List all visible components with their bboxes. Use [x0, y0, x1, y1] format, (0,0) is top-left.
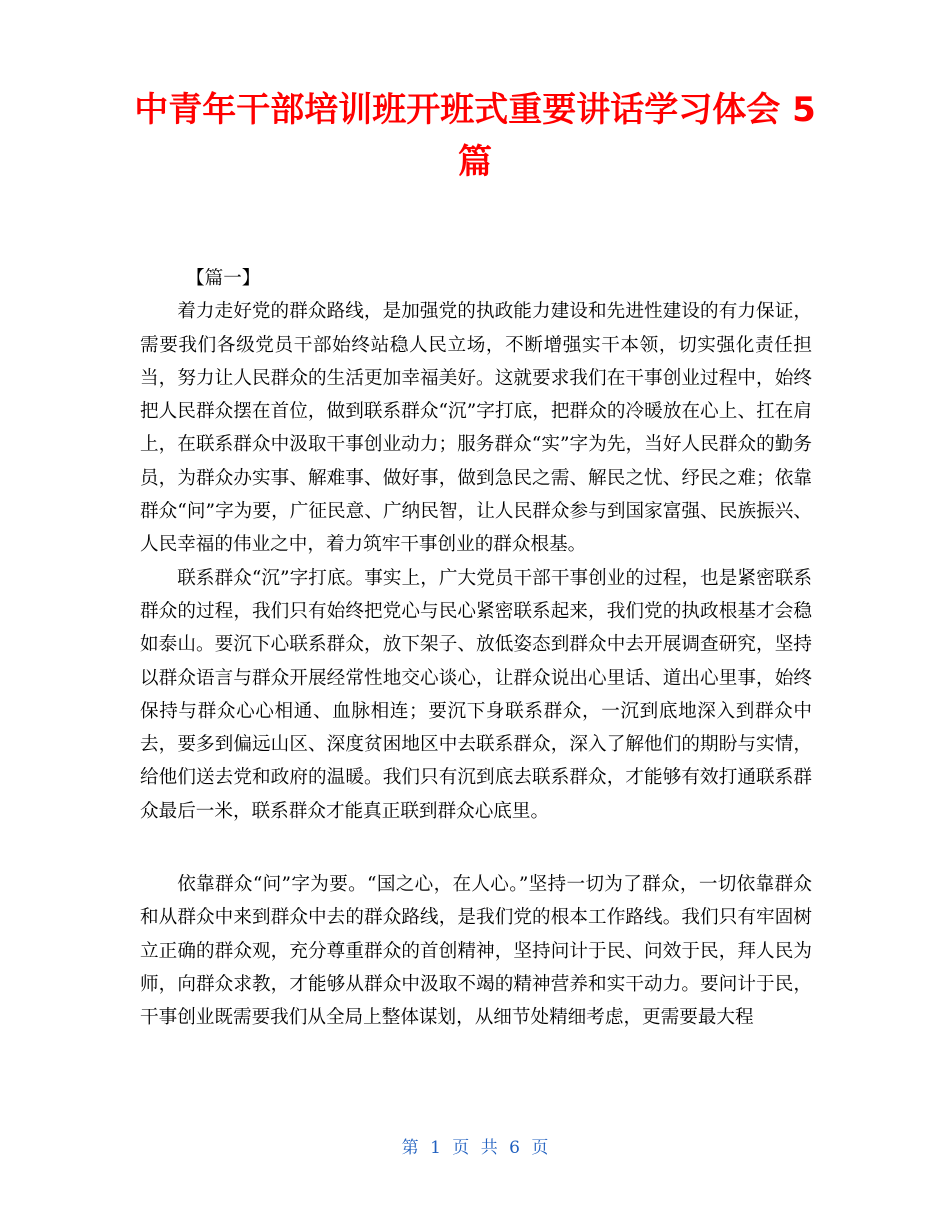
paragraph-2: 联系群众“沉”字打底。事实上，广大党员干部干事创业的过程，也是紧密联系群众的过程，我们只有始终把党心与民心紧密联系起来，我们党的执政根基才会稳如泰山。要沉下心联系群众，放下架子、放低姿态到群众中去开展调查研究，坚持以群众语言与群众开展经常性地交心谈心，让群众说出心里话、道出心里事，始终保持与群众心心相通、血脉相连；要沉下身联系群众，一沉到底地深入到群众中去，要多到偏远山区、深度贫困地区中去联系群众，深入了解他们的期盼与实情，给他们送去党和政府的温暖。我们只有沉到底去联系群众，才能够有效打通联系群众最后一米，联系群众才能真正联到群众心底里。: [140, 567, 812, 822]
document-body: [140, 262, 812, 1035]
paragraph-gap: [140, 828, 812, 868]
document-title: 中青年干部培训班开班式重要讲话学习体会 5 篇: [134, 90, 816, 182]
paragraph-3: 依靠群众“问”字为要。“国之心，在人心。”坚持一切为了群众，一切依靠群众和从群众中来到群众中去的群众路线，是我们党的根本工作路线。我们只有牢固树立正确的群众观，充分尊重群众的首创精神，坚持问计于民、问效于民，拜人民为师，向群众求教，才能够从群众中汲取不竭的精神营养和实干动力。要问计于民，干事创业既需要我们从全局上整体谋划，从细节处精细考虑，更需要最大程: [140, 874, 812, 1029]
section-heading: 【篇一】: [186, 268, 261, 289]
page-number-footer: 第 1 页 共 6 页: [401, 1138, 549, 1158]
paragraph-1: 着力走好党的群众路线，是加强党的执政能力建设和先进性建设的有力保证，需要我们各级党员干部始终站稳人民立场，不断增强实干本领，切实强化责任担当，努力让人民群众的生活更加幸福美好。这就要求我们在干事创业过程中，始终把人民群众摆在首位，做到联系群众“沉”字打底，把群众的冷暖放在心上、扛在肩上，在联系群众中汲取干事创业动力；服务群众“实”字为先，当好人民群众的勤务员，为群众办实事、解难事、做好事，做到急民之需、解民之忧、纾民之难；依靠群众“问”字为要，广征民意、广纳民智，让人民群众参与到国家富强、民族振兴、人民幸福的伟业之中，着力筑牢干事创业的群众根基。: [140, 301, 812, 556]
